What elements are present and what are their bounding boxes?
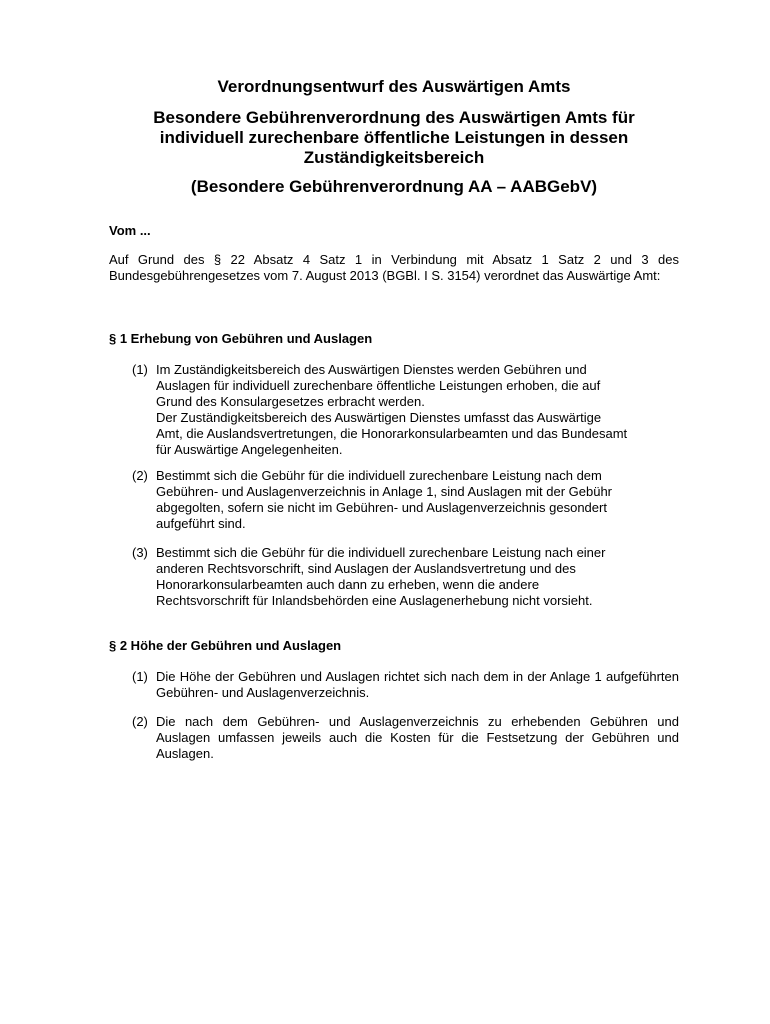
regulation-title-line: individuell zurechenbare öffentliche Leistungen in dessen (159, 128, 629, 147)
regulation-title-line: Zuständigkeitsbereich (303, 148, 485, 167)
paragraph-number: (2) (132, 468, 148, 483)
paragraph-line: Im Zuständigkeitsbereich des Auswärtigen Dienstes werden Gebühren und (156, 362, 587, 377)
paragraph-line: Bestimmt sich die Gebühr für die individuell zurechenbare Leistung nach dem (156, 468, 602, 483)
section-2-paragraph-2 (132, 714, 679, 762)
paragraph-text: Die nach dem Gebühren- und Auslagenverzeichnis zu erhebenden Gebühren und Auslagen umfassen jeweils auch die Kosten für die Festsetzung der Gebühren und Auslagen. (156, 714, 679, 761)
section-1-paragraph-1 (132, 362, 679, 458)
paragraph-line: Gebühren- und Auslagenverzeichnis in Anlage 1, sind Auslagen mit der Gebühr (156, 484, 613, 499)
section-1-paragraph-3 (132, 545, 679, 609)
paragraph-text: Die Höhe der Gebühren und Auslagen richtet sich nach dem in der Anlage 1 aufgeführten Gebühren- und Auslagenverzeichnis. (156, 669, 679, 700)
preamble: Auf Grund des § 22 Absatz 4 Satz 1 in Verbindung mit Absatz 1 Satz 2 und 3 des Bundesgebührengesetzes vom 7. August 2013 (BGBl. I S. 3154) verordnet das Auswärtige Amt: (109, 252, 679, 283)
paragraph-text (156, 362, 679, 458)
section-1-paragraph-2 (132, 468, 679, 532)
paragraph-line: Grund des Konsulargesetzes erbracht werden. (156, 394, 425, 409)
paragraph-line: anderen Rechtsvorschrift, sind Auslagen der Auslandsvertretung und des (156, 561, 576, 576)
paragraph-number: (1) (132, 362, 148, 377)
regulation-short-title: (Besondere Gebührenverordnung AA – AABGebV) (190, 177, 598, 196)
paragraph-line: Auslagen für individuell zurechenbare öffentliche Leistungen erhoben, die auf (156, 378, 601, 393)
paragraph-number: (2) (132, 714, 148, 729)
paragraph-line: Amt, die Auslandsvertretungen, die Honorarkonsularbeamten und das Bundesamt (156, 426, 628, 441)
paragraph-line: Rechtsvorschrift für Inlandsbehörden eine Auslagenerhebung nicht vorsieht. (156, 593, 593, 608)
paragraph-number: (1) (132, 669, 148, 684)
paragraph-text (156, 468, 679, 532)
paragraph-line: abgegolten, sofern sie nicht im Gebühren- und Auslagenverzeichnis gesondert (156, 500, 607, 515)
paragraph-line: Der Zuständigkeitsbereich des Auswärtigen Dienstes umfasst das Auswärtige (156, 410, 602, 425)
document-title: Verordnungsentwurf des Auswärtigen Amts (217, 77, 571, 96)
paragraph-line: für Auswärtige Angelegenheiten. (156, 442, 343, 457)
paragraph-text (156, 545, 679, 609)
section-1-heading: § 1 Erhebung von Gebühren und Auslagen (109, 331, 373, 346)
regulation-title-line: Besondere Gebührenverordnung des Auswärtigen Amts für (153, 108, 635, 127)
date-line: Vom ... (109, 223, 151, 238)
paragraph-line: Honorarkonsularbeamten auch dann zu erheben, wenn die andere (156, 577, 540, 592)
section-2-paragraph-1 (132, 669, 679, 701)
paragraph-line: Bestimmt sich die Gebühr für die individuell zurechenbare Leistung nach einer (156, 545, 606, 560)
section-2-heading: § 2 Höhe der Gebühren und Auslagen (109, 638, 342, 653)
paragraph-line: aufgeführt sind. (156, 516, 246, 531)
paragraph-number: (3) (132, 545, 148, 560)
regulation-title (100, 108, 688, 168)
